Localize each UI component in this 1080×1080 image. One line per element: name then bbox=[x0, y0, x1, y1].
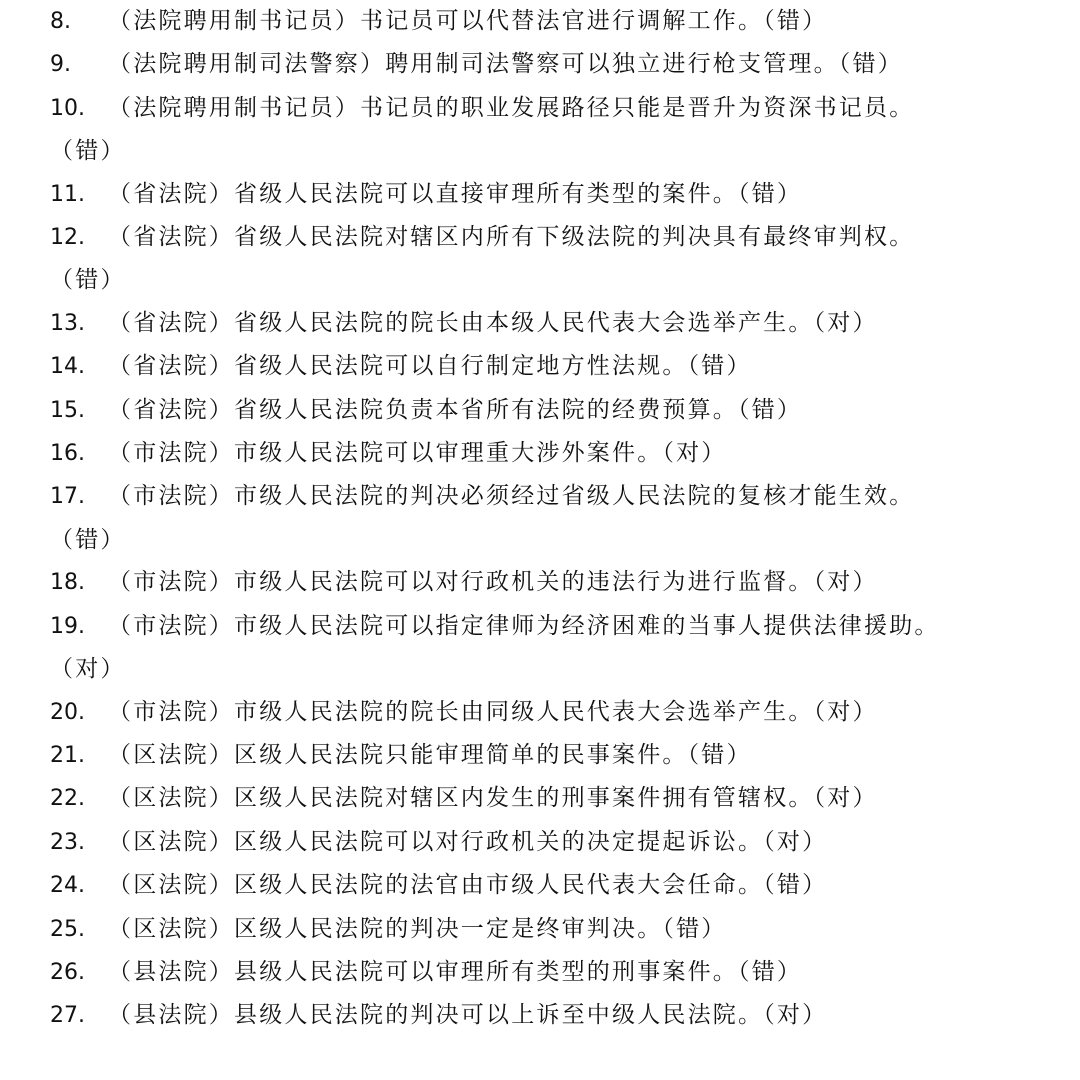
question-item bbox=[50, 389, 1030, 432]
question-number: 27. bbox=[50, 1003, 85, 1029]
question-text: （省法院）省级人民法院可以直接审理所有类型的案件。（错） bbox=[108, 180, 803, 207]
question-item bbox=[50, 951, 1030, 994]
question-text: （省法院）省级人民法院对辖区内所有下级法院的判决具有最终审判权。 bbox=[108, 224, 915, 251]
question-answer: （错） bbox=[50, 267, 126, 294]
question-number: 9. bbox=[50, 52, 71, 78]
question-number: 25. bbox=[50, 916, 85, 942]
question-item bbox=[50, 777, 1030, 820]
question-item bbox=[50, 43, 1030, 86]
question-answer: （错） bbox=[50, 138, 126, 165]
question-number: 13. bbox=[50, 310, 85, 336]
question-answer: （错） bbox=[50, 526, 126, 553]
question-text: （法院聘用制书记员）书记员可以代替法官进行调解工作。（错） bbox=[108, 8, 828, 34]
question-number: 24. bbox=[50, 873, 85, 899]
question-number: 21. bbox=[50, 742, 85, 768]
question-number: 15. bbox=[50, 397, 85, 423]
question-item bbox=[50, 734, 1030, 777]
question-number: 18. bbox=[50, 570, 85, 596]
question-text: （区法院）区级人民法院对辖区内发生的刑事案件拥有管辖权。（对） bbox=[108, 785, 878, 812]
question-continuation bbox=[50, 648, 1030, 690]
question-number: 11. bbox=[50, 181, 85, 207]
question-item bbox=[50, 475, 1030, 518]
question-text: （市法院）市级人民法院可以审理重大涉外案件。（对） bbox=[108, 440, 727, 467]
question-text: （区法院）区级人民法院的法官由市级人民代表大会任命。（错） bbox=[108, 872, 828, 899]
question-text: （县法院）县级人民法院的判决可以上诉至中级人民法院。（对） bbox=[108, 1002, 828, 1029]
question-item bbox=[50, 87, 1030, 130]
question-text: （市法院）市级人民法院可以对行政机关的违法行为进行监督。（对） bbox=[108, 569, 878, 596]
question-continuation bbox=[50, 130, 1030, 172]
question-text: （法院聘用制书记员）书记员的职业发展路径只能是晋升为资深书记员。 bbox=[108, 94, 915, 121]
question-number: 22. bbox=[50, 786, 85, 812]
question-text: （省法院）省级人民法院的院长由本级人民代表大会选举产生。（对） bbox=[108, 309, 878, 336]
question-text: （县法院）县级人民法院可以审理所有类型的刑事案件。（错） bbox=[108, 958, 803, 985]
question-item bbox=[50, 345, 1030, 388]
question-item bbox=[50, 821, 1030, 864]
question-number: 10. bbox=[50, 95, 85, 121]
question-number: 12. bbox=[50, 225, 85, 251]
question-text: （市法院）市级人民法院可以指定律师为经济困难的当事人提供法律援助。 bbox=[108, 612, 940, 639]
question-text: （省法院）省级人民法院可以自行制定地方性法规。（错） bbox=[108, 353, 752, 380]
question-item bbox=[50, 302, 1030, 345]
question-number: 17. bbox=[50, 484, 85, 510]
question-text: （省法院）省级人民法院负责本省所有法院的经费预算。（错） bbox=[108, 396, 803, 423]
question-text: （区法院）区级人民法院的判决一定是终审判决。（错） bbox=[108, 915, 727, 942]
question-item bbox=[50, 561, 1030, 604]
question-item bbox=[50, 432, 1030, 475]
question-number: 19. bbox=[50, 613, 85, 639]
question-item bbox=[50, 605, 1030, 648]
question-text: （法院聘用制司法警察）聘用制司法警察可以独立进行枪支管理。（错） bbox=[108, 51, 903, 78]
question-number: 8. bbox=[50, 9, 71, 34]
question-item bbox=[50, 994, 1030, 1037]
question-text: （市法院）市级人民法院的院长由同级人民代表大会选举产生。（对） bbox=[108, 698, 878, 725]
question-item bbox=[50, 691, 1030, 734]
question-number: 20. bbox=[50, 699, 85, 725]
question-list bbox=[50, 0, 1030, 1038]
question-number: 26. bbox=[50, 959, 85, 985]
question-number: 23. bbox=[50, 829, 85, 855]
question-item bbox=[50, 864, 1030, 907]
question-continuation bbox=[50, 519, 1030, 561]
question-item bbox=[50, 908, 1030, 951]
question-continuation bbox=[50, 259, 1030, 301]
question-text: （市法院）市级人民法院的判决必须经过省级人民法院的复核才能生效。 bbox=[108, 483, 915, 510]
question-item bbox=[50, 173, 1030, 216]
question-number: 16. bbox=[50, 441, 85, 467]
question-text: （区法院）区级人民法院可以对行政机关的决定提起诉讼。（对） bbox=[108, 828, 828, 855]
question-answer: （对） bbox=[50, 656, 126, 683]
question-item bbox=[50, 216, 1030, 259]
question-number: 14. bbox=[50, 354, 85, 380]
question-item bbox=[50, 0, 1030, 43]
question-text: （区法院）区级人民法院只能审理简单的民事案件。（错） bbox=[108, 741, 752, 768]
